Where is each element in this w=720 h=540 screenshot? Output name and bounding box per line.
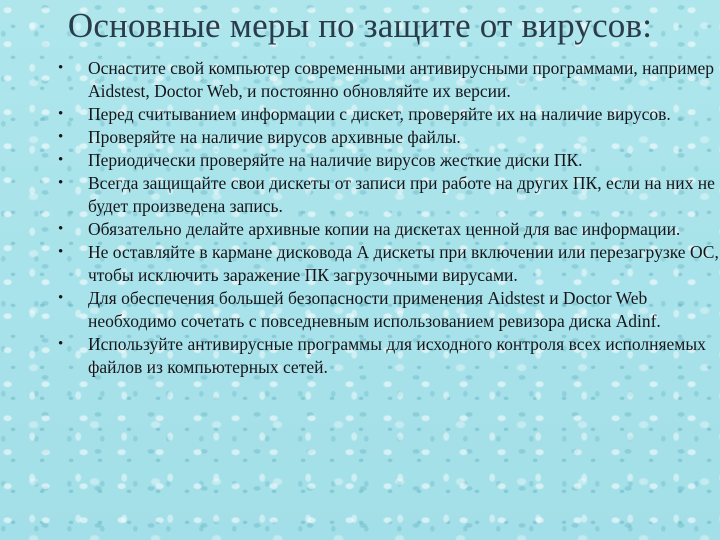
bullet-icon: • (58, 129, 64, 145)
list-item-text: Проверяйте на наличие вирусов архивные файлы. (88, 127, 461, 147)
list-item (56, 149, 720, 172)
list-item (56, 57, 720, 103)
bullet-icon: • (58, 221, 64, 237)
list-item-text: Периодически проверяйте на наличие вирусов жесткие диски ПК. (88, 150, 583, 170)
bullet-icon: • (58, 244, 64, 260)
list-item (56, 172, 720, 218)
bullet-icon: • (58, 106, 64, 122)
list-item-text: Оснастите свой компьютер современными антивирусными программами, например Aidstest, Doctor Web, и постоянно обновляйте их версии. (88, 58, 715, 101)
list-item (56, 218, 720, 241)
list-item (56, 333, 720, 379)
bullet-icon: • (58, 336, 64, 352)
list-item-text: Не оставляйте в кармане дисковода А дискеты при включении или перезагрузке ОС, чтобы исключить заражение ПК загрузочными вирусами. (88, 242, 719, 285)
bullet-icon: • (58, 175, 64, 191)
bullet-list (56, 57, 720, 379)
list-item-text: Перед считыванием информации с дискет, проверяйте их на наличие вирусов. (88, 104, 671, 124)
bullet-icon: • (58, 60, 64, 76)
bullet-icon: • (58, 152, 64, 168)
list-item (56, 103, 720, 126)
list-item-text: Всегда защищайте свои дискеты от записи при работе на других ПК, если на них не будет произведена запись. (88, 173, 715, 216)
slide-title: Основные меры по защите от вирусов: (67, 6, 653, 45)
list-item (56, 241, 720, 287)
list-item-text: Используйте антивирусные программы для исходного контроля всех исполняемых файлов из компьютерных сетей. (88, 334, 706, 377)
list-item (56, 287, 720, 333)
list-item (56, 126, 720, 149)
bullet-icon: • (58, 290, 64, 306)
list-item-text: Для обеспечения большей безопасности применения Aidstest и Doctor Web необходимо сочетать с повседневным использованием ревизора диска Adinf. (88, 288, 661, 331)
list-item-text: Обязательно делайте архивные копии на дискетах ценной для вас информации. (88, 219, 681, 239)
